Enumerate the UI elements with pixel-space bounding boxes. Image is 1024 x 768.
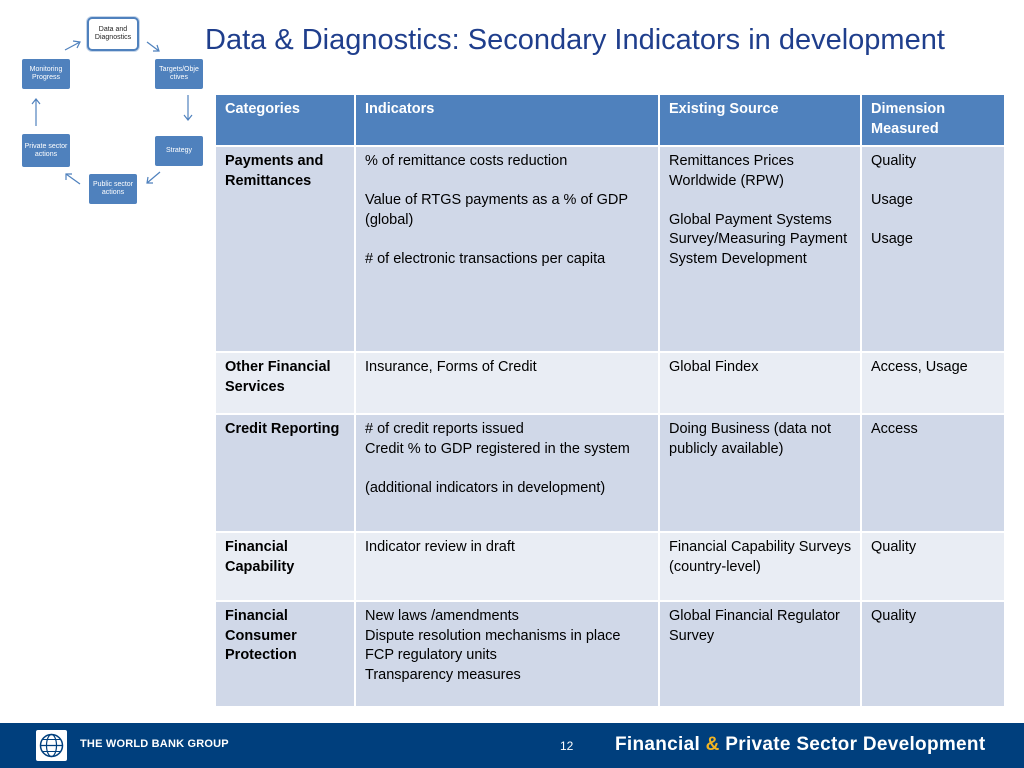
table-row bbox=[215, 352, 1005, 414]
unit-name bbox=[615, 734, 985, 756]
row-indicators: # of credit reports issued Credit % to GDP registered in the system (additional indicators in development) bbox=[355, 414, 659, 532]
cycle-step-data-and-diagnostics: Data and Diagnostics bbox=[87, 17, 139, 51]
arrow-monitoring-to-data bbox=[65, 41, 80, 50]
row-category: Other Financial Services bbox=[215, 352, 355, 414]
arrow-targets-to-strategy bbox=[184, 95, 192, 120]
cycle-step-public-sector-actions: Public sector actions bbox=[89, 174, 137, 204]
row-category: Payments and Remittances bbox=[215, 146, 355, 352]
row-indicators: Insurance, Forms of Credit bbox=[355, 352, 659, 414]
process-cycle-diagram bbox=[0, 0, 215, 215]
row-dimension: Access bbox=[861, 414, 1005, 532]
row-category: Financial Capability bbox=[215, 532, 355, 601]
table-row bbox=[215, 414, 1005, 532]
world-bank-logo bbox=[36, 730, 67, 761]
row-source: Global Findex bbox=[659, 352, 861, 414]
row-source: Global Financial Regulator Survey bbox=[659, 601, 861, 707]
cycle-step-monitoring-progress: Monitoring Progress bbox=[22, 59, 70, 89]
organization-name: THE WORLD BANK GROUP bbox=[80, 738, 229, 750]
table-row bbox=[215, 601, 1005, 707]
arrow-public-to-private bbox=[66, 174, 80, 184]
table-header-row bbox=[215, 94, 1005, 146]
cycle-step-targets-objectives: Targets/Obje ctives bbox=[155, 59, 203, 89]
globe-icon bbox=[36, 730, 67, 761]
header-dimension-measured: Dimension Measured bbox=[861, 94, 1005, 146]
row-category: Financial Consumer Protection bbox=[215, 601, 355, 707]
row-indicators: % of remittance costs reduction Value of RTGS payments as a % of GDP (global) # of electronic transactions per capita bbox=[355, 146, 659, 352]
indicators-table bbox=[214, 93, 1006, 708]
row-dimension: Quality Usage Usage bbox=[861, 146, 1005, 352]
table-row bbox=[215, 532, 1005, 601]
unit-name-ampersand: & bbox=[705, 734, 720, 755]
header-indicators: Indicators bbox=[355, 94, 659, 146]
row-indicators: New laws /amendments Dispute resolution mechanisms in place FCP regulatory units Transparency measures bbox=[355, 601, 659, 707]
arrow-data-to-targets bbox=[147, 42, 159, 51]
row-dimension: Quality bbox=[861, 532, 1005, 601]
unit-name-part2: Private Sector Development bbox=[725, 734, 986, 755]
row-source: Financial Capability Surveys (country-level) bbox=[659, 532, 861, 601]
header-existing-source: Existing Source bbox=[659, 94, 861, 146]
cycle-step-strategy: Strategy bbox=[155, 136, 203, 166]
cycle-step-private-sector-actions: Private sector actions bbox=[22, 134, 70, 167]
row-source: Remittances Prices Worldwide (RPW) Global Payment Systems Survey/Measuring Payment System Development bbox=[659, 146, 861, 352]
arrow-strategy-to-public bbox=[147, 172, 160, 183]
arrow-private-to-monitoring bbox=[32, 99, 40, 126]
row-dimension: Quality bbox=[861, 601, 1005, 707]
table-row bbox=[215, 146, 1005, 352]
header-categories: Categories bbox=[215, 94, 355, 146]
unit-name-part1: Financial bbox=[615, 734, 701, 755]
row-dimension: Access, Usage bbox=[861, 352, 1005, 414]
slide-title: Data & Diagnostics: Secondary Indicators in development bbox=[205, 24, 945, 56]
row-category: Credit Reporting bbox=[215, 414, 355, 532]
row-source: Doing Business (data not publicly available) bbox=[659, 414, 861, 532]
row-indicators: Indicator review in draft bbox=[355, 532, 659, 601]
page-number: 12 bbox=[560, 739, 574, 753]
